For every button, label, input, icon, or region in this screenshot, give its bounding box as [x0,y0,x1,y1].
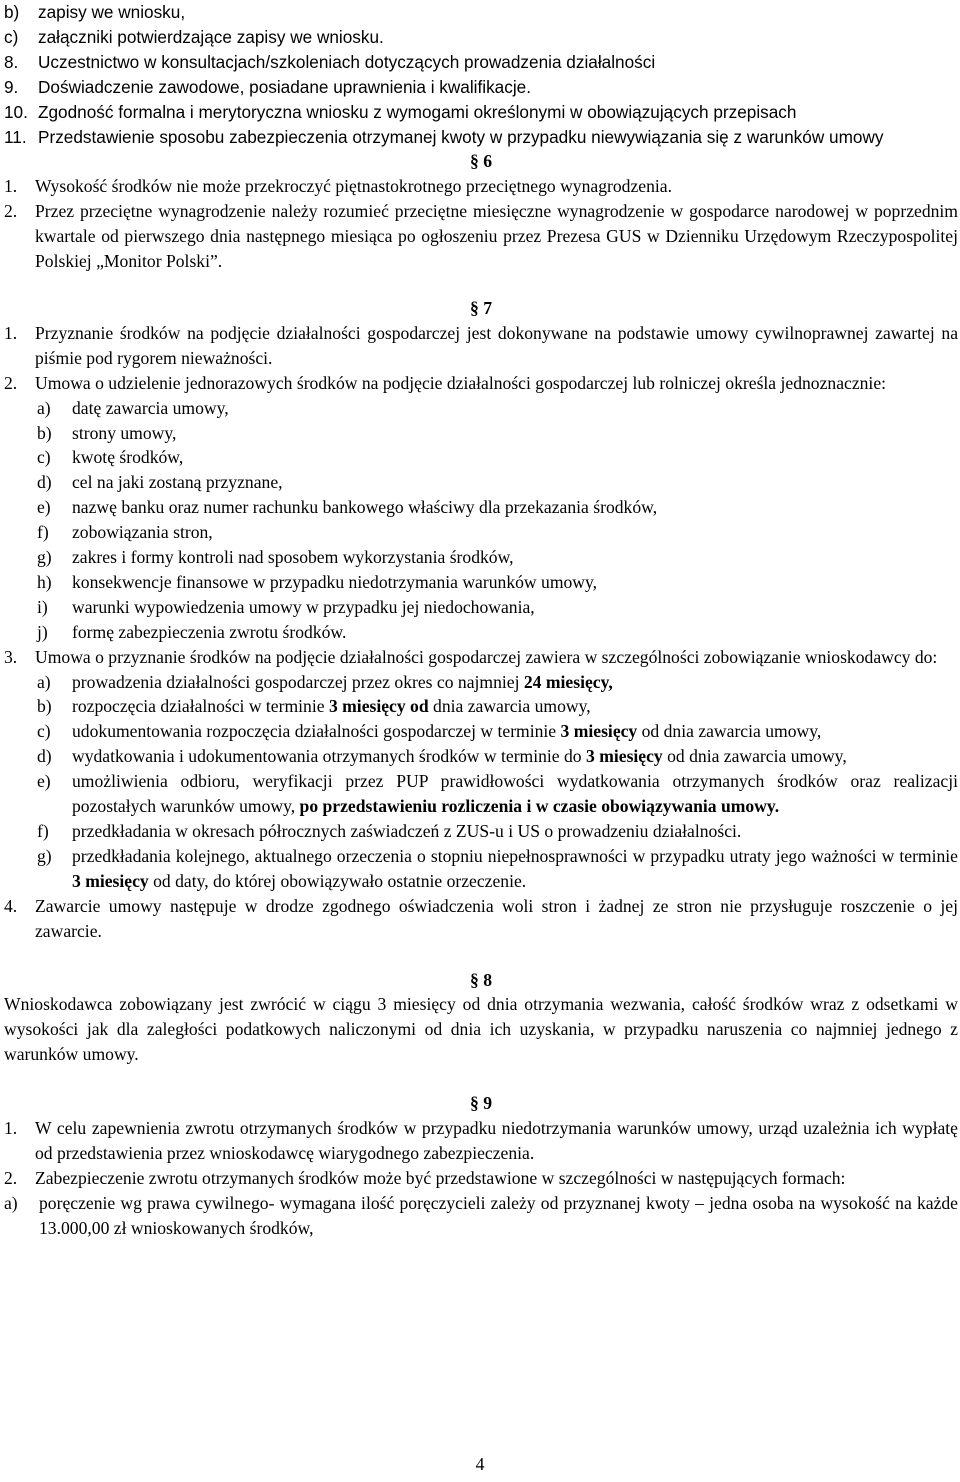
section-heading-8: § 8 [470,969,492,990]
criteria-item: 11. Przedstawienie sposobu zabezpieczenia otrzymanej kwoty w przypadku niewywiązania się z warunków umowy [4,126,884,147]
list-item: e) nazwę banku oraz numer rachunku bankowego właściwy dla przekazania środków, [37,497,658,518]
paragraph-item: 2. Zabezpieczenie zwrotu otrzymanych środków może być przedstawione w szczególności w następujących formach: [4,1167,846,1188]
criteria-item: 9. Doświadczenie zawodowe, posiadane uprawnienia i kwalifikacje. [4,76,531,97]
top-list [4,0,958,149]
list-item: a) poręczenie wg prawa cywilnego- wymagana ilość poręczycieli zależy od przyznanej kwoty – jedna osoba na wysokość na każde 13.000,00 zł wnioskowanych środków, [4,1192,958,1238]
section-heading-9: § 9 [470,1093,492,1114]
page-number: 4 [475,1454,485,1474]
paragraph-item: 4. Zawarcie umowy następuje w drodze zgodnego oświadczenia woli stron i żadnej ze stron nie przysługuje roszczenie o jej zawarcie. [4,895,958,941]
list-item: i) warunki wypowiedzenia umowy w przypadku jej niedochowania, [37,596,535,617]
list-item: a) prowadzenia działalności gospodarczej przez okres co najmniej 24 miesięcy, [37,671,613,692]
list-item: h) konsekwencje finansowe w przypadku niedotrzymania warunków umowy, [37,571,598,592]
list-item: b) rozpoczęcia działalności w terminie 3 miesięcy od dnia zawarcia umowy, [37,696,591,717]
list-item: d) wydatkowania i udokumentowania otrzymanych środków w terminie do 3 miesięcy od dnia zawarcia umowy, [37,746,847,767]
contract-contents-list [37,396,958,645]
section-heading-7: § 7 [470,297,492,318]
list-item: f) zobowiązania stron, [37,522,213,543]
list-item: c) załączniki potwierdzające zapisy we wniosku. [4,26,384,47]
list-item: b) zapisy we wniosku, [4,2,186,22]
list-item: g) zakres i formy kontroli nad sposobem wykorzystania środków, [37,547,514,568]
criteria-item: 10. Zgodność formalna i merytoryczna wniosku z wymogami określonymi w obowiązujących przepisach [4,101,797,122]
list-item: d) cel na jaki zostaną przyznane, [37,472,283,493]
paragraph-item: 2. Umowa o udzielenie jednorazowych środków na podjęcie działalności gospodarczej lub rolniczej określa jednoznacznie: [4,372,887,393]
security-forms-list [4,1191,958,1241]
list-item: f) przedkładania w okresach półrocznych zaświadczeń z ZUS-u i US o prowadzeniu działalności. [37,821,742,841]
paragraph-item: 3. Umowa o przyznanie środków na podjęcie działalności gospodarczej zawiera w szczególności zobowiązanie wnioskodawcy do: [4,646,938,667]
list-item: g) przedkładania kolejnego, aktualnego orzeczenia o stopniu niepełnosprawności w przypadku utraty jego ważności w terminie 3 miesięcy od daty, do której obowiązywało ostatnie orzeczenie. [37,845,958,891]
list-item: b) strony umowy, [37,422,177,443]
obligations-list [37,670,958,894]
section-heading-6: § 6 [470,151,492,172]
list-item: e) umożliwienia odbioru, weryfikacji przez PUP prawidłowości wydatkowania otrzymanych środków oraz realizacji pozostałych warunków umowy, po przedstawieniu rozliczenia i w czasie obowiązywania umowy. [37,771,958,817]
paragraph-item: 1. W celu zapewnienia zwrotu otrzymanych środków w przypadku niedotrzymania warunków umowy, urząd uzależnia ich wypłatę od przedstawienia przez wnioskodawcę wiarygodnego zabezpieczenia. [4,1118,958,1163]
document-page [4,0,958,1241]
paragraph-item: 1. Wysokość środków nie może przekroczyć piętnastokrotnego przeciętnego wynagrodzenia. [4,176,672,197]
list-item: c) udokumentowania rozpoczęcia działalności gospodarczej w terminie 3 miesięcy od dnia zawarcia umowy, [37,721,822,742]
list-item: a) datę zawarcia umowy, [37,397,229,418]
list-item: j) formę zabezpieczenia zwrotu środków. [37,621,347,642]
paragraph-item: 1. Przyznanie środków na podjęcie działalności gospodarczej jest dokonywane na podstawie umowy cywilnoprawnej zawartej na piśmie pod rygorem nieważności. [4,322,958,368]
paragraph-item: 2. Przez przeciętne wynagrodzenie należy rozumieć przeciętne miesięczne wynagrodzenie w gospodarce narodowej w poprzednim kwartale od pierwszego dnia następnego miesiąca po ogłoszeniu przez Prezesa GUS w Dzienniku Urzędowym Rzeczypospolitej Polskiej „Monitor Polski”. [4,201,958,272]
criteria-item: 8. Uczestnictwo w konsultacjach/szkoleniach dotyczących prowadzenia działalności [4,51,656,72]
list-item: c) kwotę środków, [37,447,184,468]
paragraph-text: Wnioskodawca zobowiązany jest zwrócić w ciągu 3 miesięcy od dnia otrzymania wezwania, całość środków wraz z odsetkami w wysokości jak dla zaległości podatkowych naliczonymi od dnia ich uzyskania, w przypadku naruszenia co najmniej jednego z warunków umowy. [4,994,958,1065]
